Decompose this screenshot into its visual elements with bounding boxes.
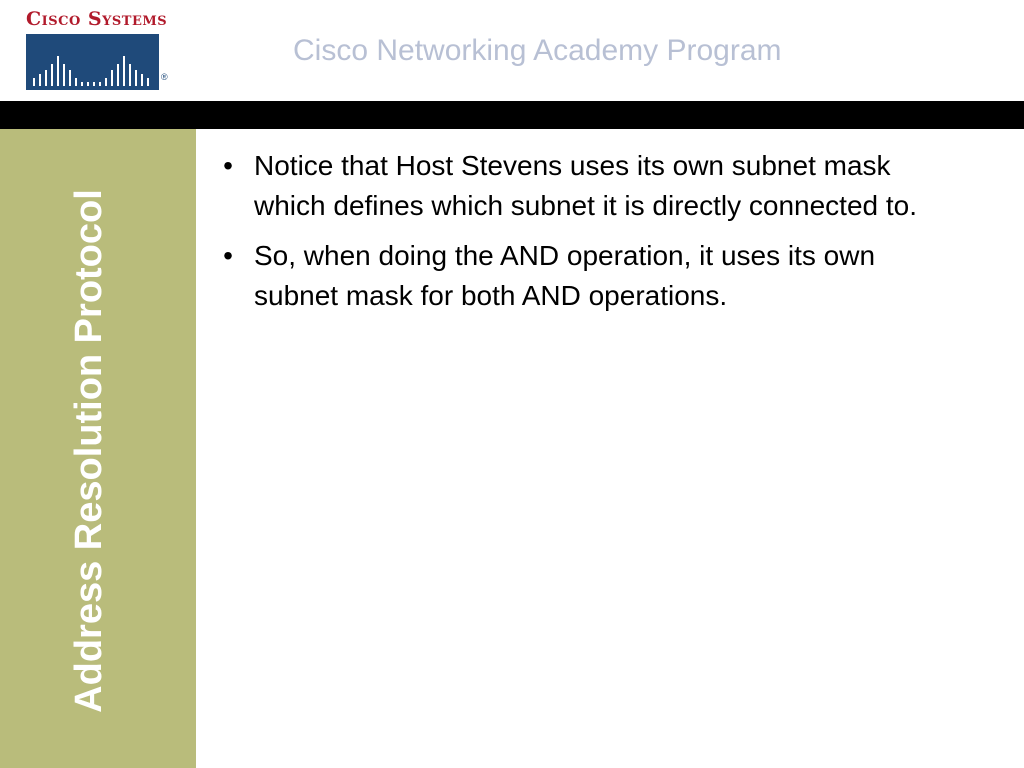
header-divider-bar [0, 101, 1024, 129]
program-title: Cisco Networking Academy Program [293, 34, 782, 67]
bullet-icon: • [223, 240, 233, 271]
registered-mark-icon: ® [161, 72, 168, 82]
slide-header [0, 0, 1024, 101]
cisco-logo [26, 8, 176, 88]
bullet-item [212, 236, 954, 316]
bridge-icon [26, 34, 159, 90]
bullet-text: Notice that Host Stevens uses its own subnet mask which defines which subnet it is directly connected to. [254, 150, 918, 221]
bullet-icon: • [223, 150, 233, 181]
bullet-text: So, when doing the AND operation, it uses its own subnet mask for both AND operations. [254, 240, 876, 311]
slide-content [212, 146, 992, 326]
bullet-list [212, 146, 992, 316]
logo-wordmark: Cisco Systems [26, 8, 168, 30]
sidebar-title: Address Resolution Protocol [68, 189, 110, 713]
bullet-item [212, 146, 954, 226]
